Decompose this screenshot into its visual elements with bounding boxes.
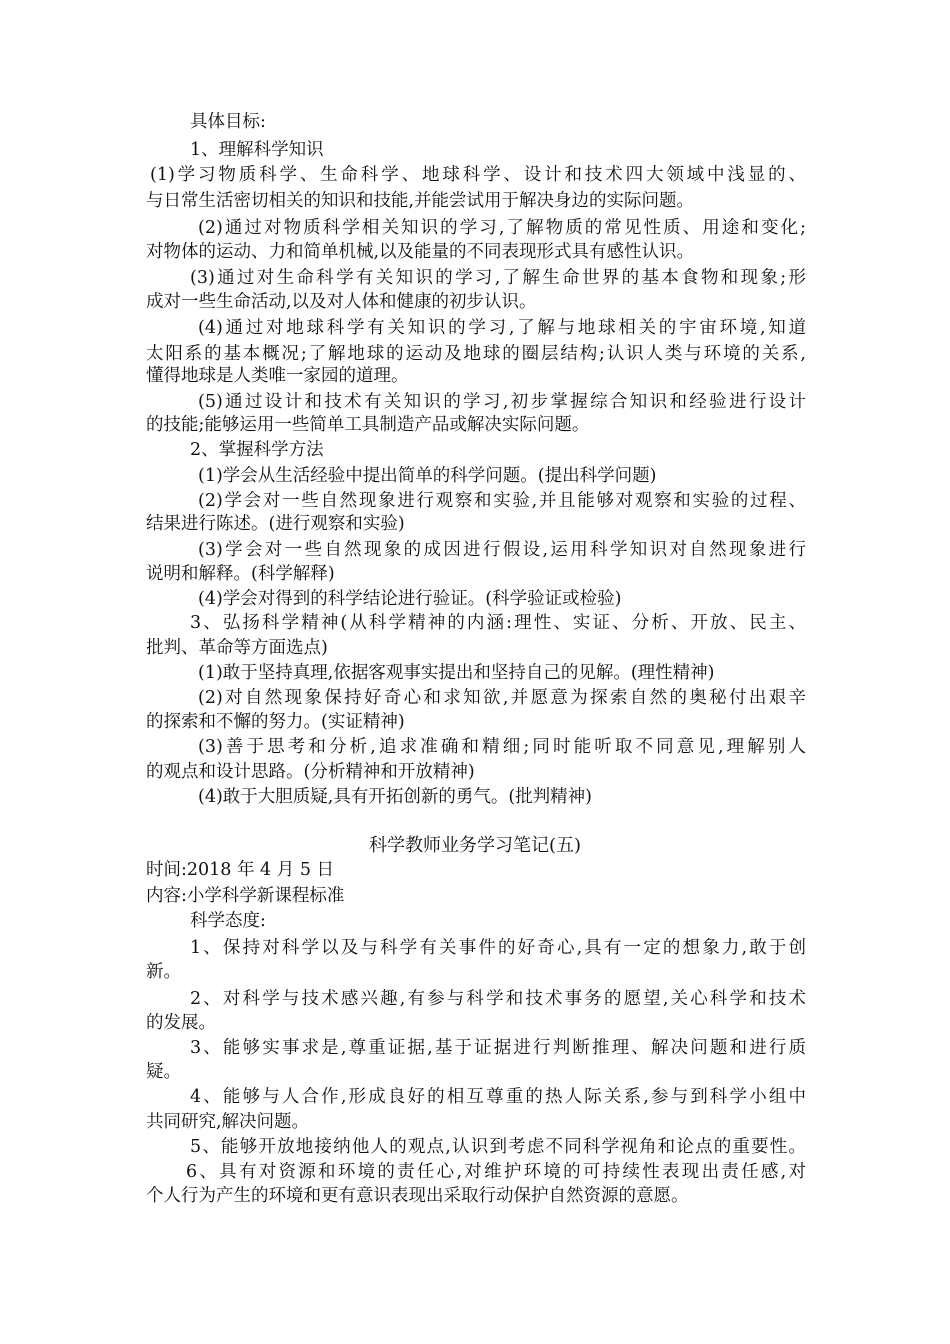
item-3-title: 3、弘扬科学精神(从科学精神的内涵:理性、实证、分析、开放、民主、 <box>190 613 806 633</box>
paragraph-line: 3、能够实事求是,尊重证据,基于证据进行判断推理、解决问题和进行质 <box>190 1038 806 1058</box>
paragraph-line: 6、具有对资源和环境的责任心,对维护环境的可持续性表现出责任感,对 <box>186 1162 806 1182</box>
paragraph-line: (2)对自然现象保持好奇心和求知欲,并愿意为探索自然的奥秘付出艰辛 <box>198 688 806 708</box>
item-2-title: 2、掌握科学方法 <box>190 440 324 460</box>
paragraph-line: 成对一些生命活动,以及对人体和健康的初步认识。 <box>146 292 537 312</box>
paragraph-line: 共同研究,解决问题。 <box>146 1112 310 1132</box>
paragraph-line: (1)敢于坚持真理,依据客观事实提出和坚持自己的见解。(理性精神) <box>198 663 715 683</box>
paragraph-line: 1、保持对科学以及与科学有关事件的好奇心,具有一定的想象力,敢于创 <box>190 938 806 958</box>
paragraph-line: (4)通过对地球科学有关知识的学习,了解与地球相关的宇宙环境,知道 <box>198 318 806 338</box>
paragraph-line: (3)通过对生命科学有关知识的学习,了解生命世界的基本食物和现象;形 <box>190 268 806 288</box>
paragraph-line: 的观点和设计思路。(分析精神和开放精神) <box>146 762 475 782</box>
paragraph-line: 与日常生活密切相关的知识和技能,并能尝试用于解决身边的实际问题。 <box>146 191 695 211</box>
paragraph-line: 的探索和不懈的努力。(实证精神) <box>146 712 405 732</box>
paragraph-line: 说明和解释。(科学解释) <box>146 564 335 584</box>
paragraph-line: (1)学会从生活经验中提出简单的科学问题。(提出科学问题) <box>198 466 657 486</box>
paragraph-line: (2)学会对一些自然现象进行观察和实验,并且能够对观察和实验的过程、 <box>198 491 806 511</box>
paragraph-line: 的技能;能够运用一些简单工具制造产品或解决实际问题。 <box>146 415 590 435</box>
page-title: 科学教师业务学习笔记(五) <box>368 835 582 856</box>
paragraph-line: (3)学会对一些自然现象的成因进行假设,运用科学知识对自然现象进行 <box>198 540 806 560</box>
paragraph-line: 对物体的运动、力和简单机械,以及能量的不同表现形式具有感性认识。 <box>146 242 695 262</box>
paragraph-line: (3)善于思考和分析,追求准确和精细;同时能听取不同意见,理解别人 <box>198 737 806 757</box>
paragraph-line: 懂得地球是人类唯一家园的道理。 <box>146 366 409 386</box>
paragraph-line: 5、能够开放地接纳他人的观点,认识到考虑不同科学视角和论点的重要性。 <box>190 1137 806 1157</box>
paragraph-line: 疑。 <box>146 1062 181 1082</box>
paragraph-line: (4)敢于大胆质疑,具有开拓创新的勇气。(批判精神) <box>198 787 593 807</box>
paragraph-line: (2)通过对物质科学相关知识的学习,了解物质的常见性质、用途和变化; <box>198 218 806 238</box>
paragraph-line: 2、对科学与技术感兴趣,有参与科学和技术事务的愿望,关心科学和技术 <box>190 989 806 1009</box>
paragraph-line: 太阳系的基本概况;了解地球的运动及地球的圈层结构;认识人类与环境的关系, <box>146 344 806 364</box>
paragraph-line: (5)通过设计和技术有关知识的学习,初步掌握综合知识和经验进行设计 <box>198 392 806 412</box>
paragraph-line: 个人行为产生的环境和更有意识表现出采取行动保护自然资源的意愿。 <box>146 1186 689 1206</box>
paragraph-line: (4)学会对得到的科学结论进行验证。(科学验证或检验) <box>198 589 622 609</box>
paragraph-line: 新。 <box>146 962 181 982</box>
paragraph-line: (1)学习物质科学、生命科学、地球科学、设计和技术四大领域中浅显的、 <box>150 165 806 185</box>
item-1-title: 1、理解科学知识 <box>190 140 324 160</box>
item-3-title-cont: 批判、革命等方面选点) <box>146 638 328 658</box>
paragraph-line: 的发展。 <box>146 1013 216 1033</box>
content-line: 内容:小学科学新课程标准 <box>146 886 345 906</box>
attitude-heading: 科学态度: <box>190 911 266 931</box>
heading-specific-goals: 具体目标: <box>190 112 266 132</box>
paragraph-line: 结果进行陈述。(进行观察和实验) <box>146 514 405 534</box>
paragraph-line: 4、能够与人合作,形成良好的相互尊重的热人际关系,参与到科学小组中 <box>190 1087 806 1107</box>
date-line: 时间:2018 年 4 月 5 日 <box>146 860 335 880</box>
